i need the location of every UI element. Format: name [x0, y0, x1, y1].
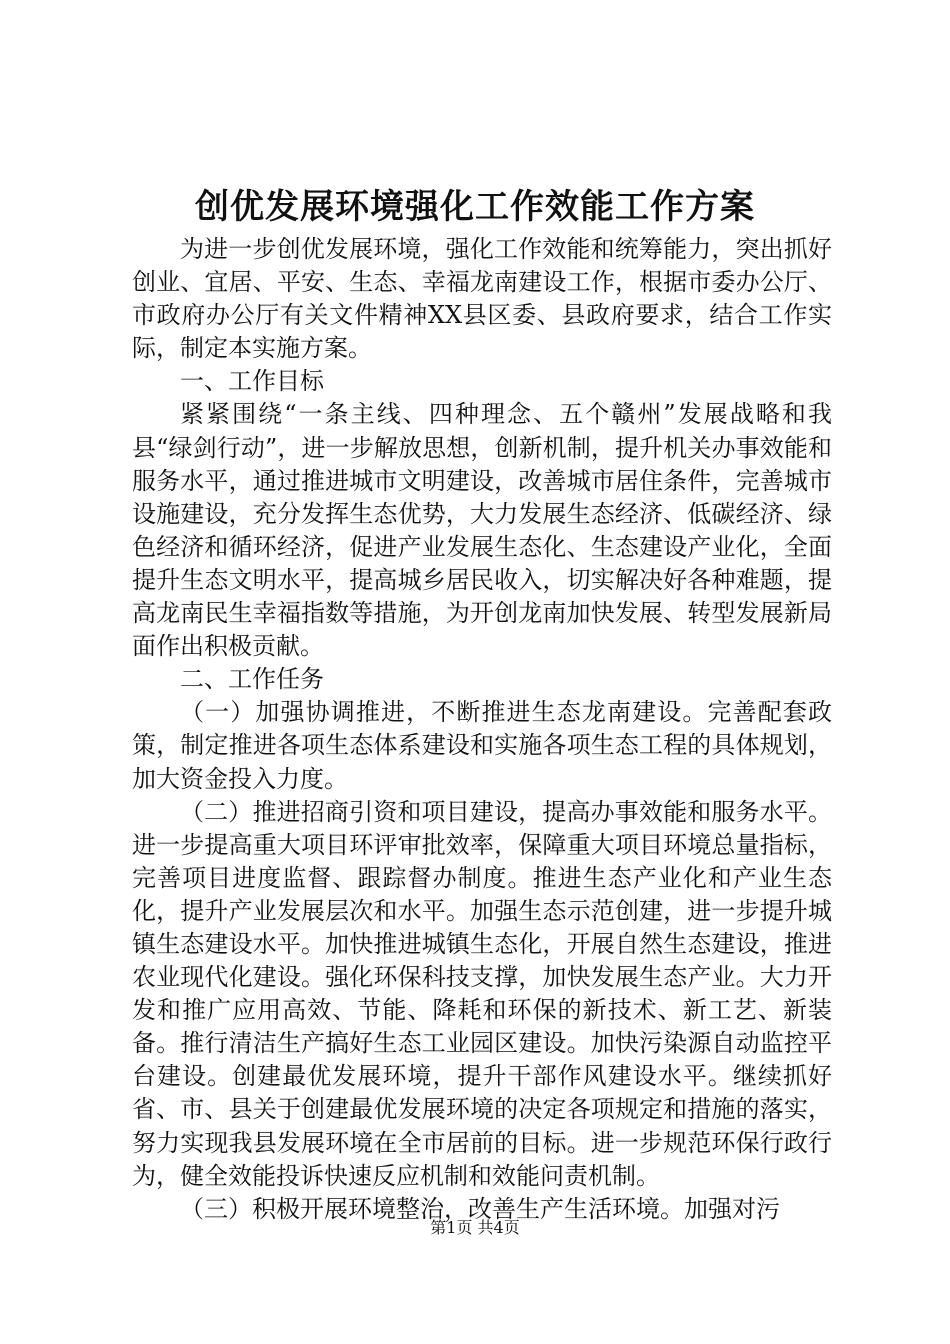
document-title: 创优发展环境强化工作效能工作方案 — [195, 187, 755, 227]
section-heading-goals: 一、工作目标 — [180, 367, 324, 396]
document-body — [132, 233, 832, 1226]
intro-paragraph: 为进一步创优发展环境，强化工作效能和统筹能力，突出抓好创业、宜居、平安、生态、幸福龙南建设工作，根据市委办公厅、市政府办公厅有关文件精神XX县区委、县政府要求，结合工作实际，制定本实施方案。 — [132, 235, 832, 363]
page-footer: 第1页 共4页 — [430, 1218, 520, 1237]
goals-paragraph: 紧紧围绕“一条主线、四种理念、五个赣州”发展战略和我县“绿剑行动”，进一步解放思想，创新机制，提升机关办事效能和服务水平，通过推进城市文明建设，改善城市居住条件，完善城市设施建设，充分发挥生态优势，大力发展生态经济、低碳经济、绿色经济和循环经济，促进产业发展生态化、生态建设产业化，全面提升生态文明水平，提高城乡居民收入，切实解决好各种难题，提高龙南民生幸福指数等措施，为开创龙南加快发展、转型发展新局面作出积极贡献。 — [132, 400, 832, 661]
task-item-3: （三）积极开展环境整治，改善生产生活环境。加强对污 — [180, 1194, 780, 1223]
section-heading-tasks: 二、工作任务 — [180, 665, 324, 694]
task-item-2: （二）推进招商引资和项目建设，提高办事效能和服务水平。进一步提高重大项目环评审批效率，保障重大项目环境总量指标，完善项目进度监督、跟踪督办制度。推进生态产业化和产业生态化，提升产业发展层次和水平。加强生态示范创建，进一步提升城镇生态建设水平。加快推进城镇生态化，开展自然生态建设，推进农业现代化建设。强化环保科技支撑，加快发展生态产业。大力开发和推广应用高效、节能、降耗和环保的新技术、新工艺、新装备。推行清洁生产搞好生态工业园区建设。加快污染源自动监控平台建设。创建最优发展环境，提升干部作风建设水平。继续抓好省、市、县关于创建最优发展环境的决定各项规定和措施的落实，努力实现我县发展环境在全市居前的目标。进一步规范环保行政行为，健全效能投诉快速反应机制和效能问责机制。 — [132, 797, 832, 1190]
task-item-1: （一）加强协调推进，不断推进生态龙南建设。完善配套政策，制定推进各项生态体系建设和实施各项生态工程的具体规划，加大资金投入力度。 — [132, 698, 832, 793]
